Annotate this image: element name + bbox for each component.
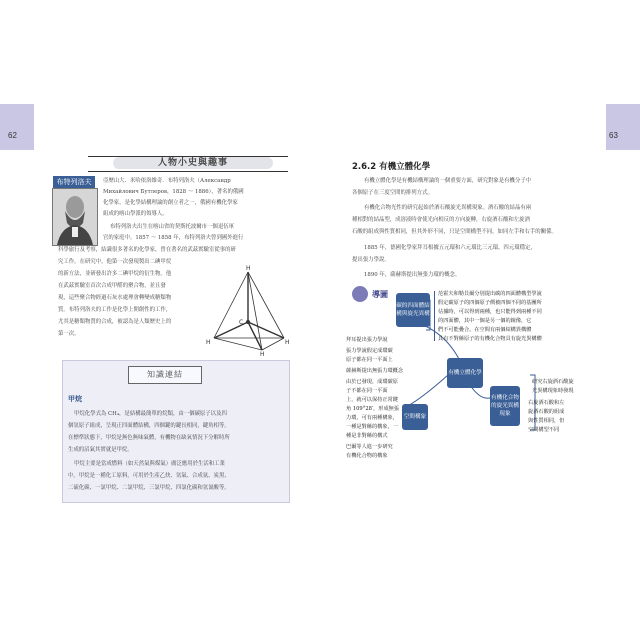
bio-line: 在武茲實驗室首次合成甲醛的聚合物，並且發: [58, 283, 166, 289]
page-number-right: 63: [609, 131, 618, 140]
knowledge-line: 甲烷化學式為 CH₄，是結構最簡單的烷類，由一個碳原子以及四: [74, 411, 227, 417]
mindmap-text-right: 右旋酒石酸和左: [528, 400, 565, 406]
mindmap-text-left: 原子都在同一平面上: [346, 357, 393, 363]
atom-label-left: H: [206, 339, 211, 346]
mindmap-text-left: 薩赫斯提出無張力環概念: [346, 368, 404, 374]
mindmap-text-left: 種是非對稱的構式: [346, 433, 388, 439]
mindmap-text-right: 研究右旋酒石酸旋: [532, 379, 574, 385]
knowledge-line: 中。甲烷是一種化工原料，可用於生產乙炔、氫氣、合成氨、炭黑、: [68, 473, 230, 479]
mindmap-text-top: 們不可能疊合。在空間有兩個結構異構體: [438, 327, 532, 333]
page-tab-right: [606, 104, 640, 150]
paragraph-line: 1890 年，薩赫斯提出無張力環的概念。: [364, 272, 461, 278]
paragraph-line: 有機立體化學是有機結構理論的一個重要方面，研究對象是有機分子中: [364, 178, 532, 184]
portrait-image: [52, 188, 98, 246]
knowledge-line: 二硫化碳、一氯甲烷、二氯甲烷、三氯甲烷、四氯化碳和氫氰酸等。: [68, 485, 230, 491]
mindmap-text-top: 的四面體，其中一個是另一個的鏡像，它: [438, 318, 532, 324]
mindmap-text-top: 具有不對稱原子的有機化合物具有旋光異構體: [438, 336, 542, 342]
mindmap-text-left: 拜耳提出張力學說: [346, 337, 388, 343]
page-number-left: 62: [8, 131, 17, 140]
mindmap-text-left: 張力學說假定成環碳: [346, 348, 393, 354]
paragraph-line: 各個原子在三度空間的排列方式。: [352, 190, 433, 196]
guide-label: 導圖: [372, 290, 388, 299]
methane-tetrahedron-diagram: [206, 264, 290, 356]
portrait-icon: [53, 189, 97, 245]
bio-line: 現，這些聚合物經過石灰水處理會轉變成糖類物: [58, 295, 172, 301]
mindmap-text-top: 范霍夫和勒貝爾分別提出碳的四面體構型學說: [438, 291, 542, 297]
bio-line: 尤其是糖類物質的合成，被認為是人類歷史上的: [58, 319, 172, 325]
bio-line: 的新方法，並研發出許多二碘甲烷的衍生物。他: [58, 271, 172, 277]
paragraph-line: 1885 年，德國化學家拜耳根據五元環和六元環比三元環、四元環穩定，: [364, 245, 536, 251]
bio-line: 亞歷山大．米哈依洛維奇．布特列洛夫（Александр: [103, 178, 231, 184]
mindmap-text-left: 巴爾等人進一步研究: [346, 444, 393, 450]
mindmap-text-left: 角 109°28′，形成無張: [346, 406, 400, 412]
mindmap-text-right: 與性質相同，但: [528, 418, 565, 424]
bio-line: 究工作。在研究中，他第一次發現製出二碘甲烷: [58, 259, 172, 265]
mindmap-text-top: 假定碳原子的四個原子價被四個不同的基團所: [438, 300, 542, 306]
mindmap-text-top: 佔據時，可以得到兩種，也只能得到兩種不同: [438, 309, 542, 315]
knowledge-line: 生成的沼氣其實就是甲烷。: [68, 447, 133, 453]
mindmap-text-left: 由於已發現，成環碳原: [346, 379, 398, 385]
mindmap-text-right: 光異構現象時發現: [532, 388, 574, 394]
atom-label-top: H: [246, 265, 251, 272]
bio-line: 質。布特列洛夫的工作是化學上開創性的工作，: [58, 307, 172, 313]
bio-line: 科學旅行及考察，結識很多著名的化學家，曾在著名的武茲實驗室從事的研: [58, 247, 236, 253]
mindmap-box-right: 有機化合物的旋光異構現象: [490, 386, 520, 426]
knowledge-title: 甲烷: [68, 394, 82, 403]
mindmap-center: 有機立體化學: [447, 358, 483, 388]
knowledge-line: 在標準狀態下，甲烷是無色無味氣體，有機物在缺氧情況下分解時所: [68, 435, 230, 441]
atom-label-center: C: [239, 319, 244, 326]
paragraph-line: 提出張力學說。: [352, 257, 390, 263]
mindmap-text-left: 子不都在同一平面: [346, 388, 388, 394]
mindmap-text-left: 上，就可以保持正常鍵: [346, 397, 398, 403]
mindmap-box-left: 空間構象: [402, 404, 428, 430]
mindmap-text-right: 空間構型不同: [528, 427, 560, 433]
bio-line: 官的家庭中。1857 ～ 1858 年，布特列洛夫曾到國外進行: [103, 235, 244, 241]
mindmap-text-left: 有機化合物的構象: [346, 453, 388, 459]
knowledge-line: 個氫原子組成，呈現正四面體結構，四個鍵的鍵長相同，鍵角相等。: [68, 423, 230, 429]
bio-line: 化學家，是化學結構理論的創立者之一，俄國有機化學家: [103, 200, 238, 206]
paragraph-line: 石酸的組成與性質相同，但其外形不同，只是空間構型不同，如同左手和右手的關係。: [352, 229, 557, 235]
paragraph-line: 有機化合物光性的研究起始於酒石酸旋光異構現象。酒石酸的結晶有兩: [364, 205, 532, 211]
mindmap-text-left: 一種是對稱的構象，一: [346, 424, 398, 430]
person-name-label: 布特列洛夫: [53, 176, 95, 188]
mindmap-text-right: 旋酒石酸的組成: [528, 409, 565, 415]
section-title: 2.6.2 有機立體化學: [352, 162, 431, 172]
mindmap-text-left: 力環，可有兩種構象，: [346, 415, 398, 421]
bio-line: 布特列洛夫出生在喀山省的契斯托波爾市一個退伍軍: [110, 224, 234, 230]
bio-line: Михайлович Бутлеров，1828 ～ 1886），著名的俄國: [103, 189, 244, 195]
knowledge-link-badge: 知識連結: [128, 366, 202, 384]
page-tab-left: [0, 104, 34, 150]
bio-line: 組成的喀山學派的領導人。: [103, 211, 168, 217]
mindmap-box-top: 碳的四面體結構與旋光異構: [396, 293, 430, 327]
atom-label-right: H: [285, 339, 290, 346]
paragraph-line: 種相對的結晶型，成溶液時會使光向相反的方向旋轉，右旋酒石酸和左旋酒: [352, 217, 530, 223]
bio-line: 第一次。: [58, 331, 80, 337]
knowledge-line: 甲烷主要是當成燃料（如天然氣與煤氣）廣泛應用於生活和工業: [74, 461, 225, 467]
atom-label-bottom: H: [260, 351, 265, 356]
banner-title: 人物小史與趣事: [113, 157, 273, 169]
